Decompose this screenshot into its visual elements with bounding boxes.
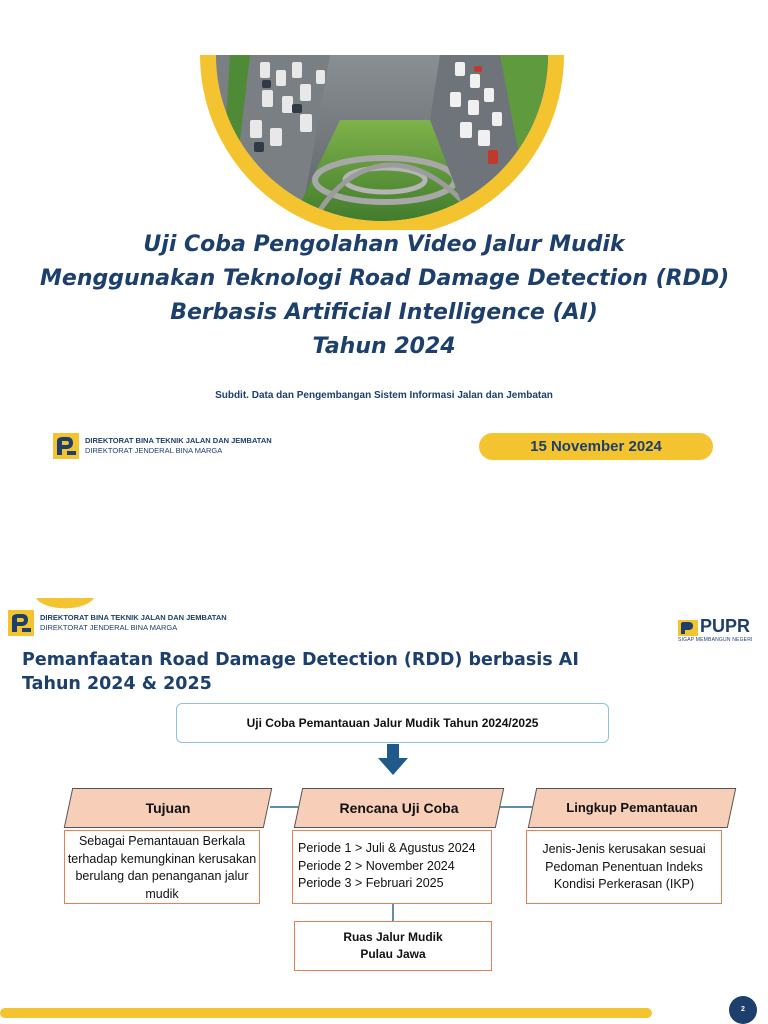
footer-bar — [0, 1008, 652, 1018]
rencana-periods — [292, 830, 492, 904]
lingkup-header — [528, 788, 737, 828]
trial-program-box: Uji Coba Pemantauan Jalur Mudik Tahun 2024/2025 — [176, 703, 609, 743]
ruas-line-2: Pulau Jawa — [360, 947, 426, 961]
pupr-logo-icon — [53, 433, 79, 459]
presentation-subtitle: Subdit. Data dan Pengembangan Sistem Informasi Jalan dan Jembatan — [215, 390, 553, 401]
period-item: Periode 3 > Februari 2025 — [298, 876, 444, 890]
org-name: DIREKTORAT BINA TEKNIK JALAN DAN JEMBATAN — [85, 436, 272, 445]
org-parent: DIREKTORAT JENDERAL BINA MARGA — [40, 623, 178, 632]
slide-title-line-2: Tahun 2024 & 2025 — [22, 674, 212, 694]
title-line-2: Menggunakan Teknologi Road Damage Detection (RDD) — [40, 266, 730, 291]
slide-title-line-1: Pemanfaatan Road Damage Detection (RDD) berbasis AI — [22, 650, 579, 670]
tujuan-description: Sebagai Pemantauan Berkala terhadap kemungkinan kerusakan berulang dan penanganan jalur mudik — [64, 830, 260, 904]
period-item: Periode 1 > Juli & Agustus 2024 — [298, 841, 476, 855]
pupr-tagline: SIGAP MEMBANGUN NEGERI — [678, 637, 753, 643]
org-name: DIREKTORAT BINA TEKNIK JALAN DAN JEMBATAN — [40, 613, 227, 622]
title-line-3: Berbasis Artificial Intelligence (AI) — [170, 300, 598, 325]
hero-photo-collage — [0, 0, 768, 230]
rencana-header — [294, 788, 505, 828]
org-parent: DIREKTORAT JENDERAL BINA MARGA — [85, 446, 223, 455]
slide-gap — [0, 520, 768, 580]
ruas-line-1: Ruas Jalur Mudik — [343, 930, 443, 944]
pupr-wordmark: PUPR — [700, 616, 751, 636]
title-line-1: Uji Coba Pengolahan Video Jalur Mudik — [143, 232, 625, 257]
tujuan-heading: Tujuan — [145, 800, 191, 816]
ruas-box — [294, 921, 492, 971]
rencana-heading: Rencana Uji Coba — [339, 800, 459, 816]
org-block — [53, 433, 272, 459]
period-item: Periode 2 > November 2024 — [298, 858, 455, 873]
content-slide — [0, 580, 768, 1024]
tujuan-header — [64, 788, 273, 828]
title-line-4: Tahun 2024 — [312, 334, 456, 359]
page-number-badge: 2 — [729, 996, 757, 1024]
date-badge: 15 November 2024 — [479, 433, 713, 460]
presentation-title — [40, 228, 728, 364]
lingkup-description: Jenis-Jenis kerusakan sesuai Pedoman Penentuan Indeks Kondisi Perkerasan (IKP) — [526, 830, 722, 904]
lingkup-heading: Lingkup Pemantauan — [566, 800, 698, 815]
